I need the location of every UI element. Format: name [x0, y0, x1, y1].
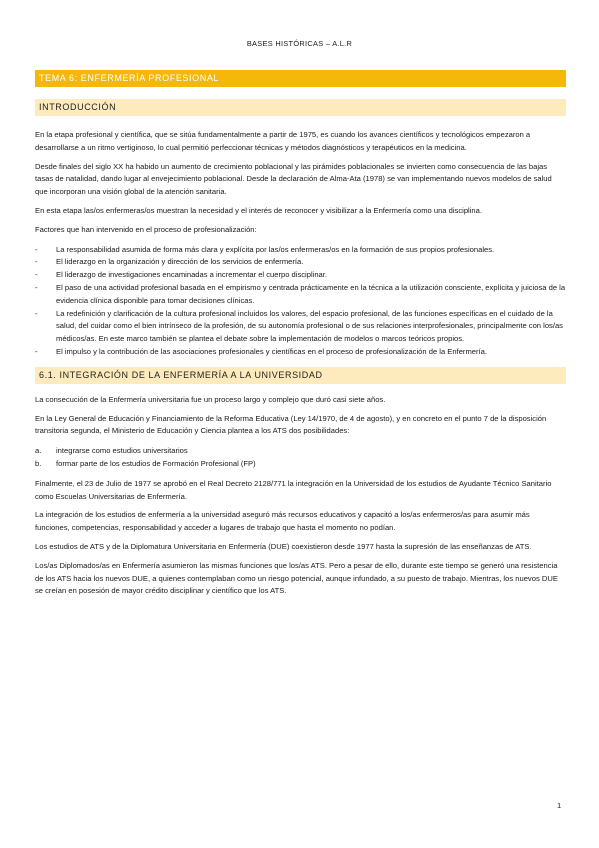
intro-paragraph: En esta etapa las/os enfermeras/os muestran la necesidad y el interés de reconocer y visibilizar a la Enfermería como una disciplina.: [35, 205, 482, 215]
dash-marker: -: [35, 308, 38, 318]
factor-text: El liderazgo en la organización y dirección de los servicios de enfermería.: [56, 257, 304, 267]
tema-title-band: TEMA 6: ENFERMERÍA PROFESIONAL: [35, 70, 566, 87]
dash-marker: -: [35, 346, 38, 356]
intro-paragraph: Desde finales del siglo XX ha habido un aumento de crecimiento poblacional y las pirámides poblacionales se invierten como consecuencia de las bajas tasas de natalidad, dando lugar al envejecimiento poblacional. Desde la declaración de Alma-Ata (1978) se van implementando nuevos modelos de salud que incorporan una visión global de la atención sanitaria.: [35, 161, 552, 197]
option-marker: a.: [35, 446, 42, 456]
factor-item: [35, 282, 566, 308]
factor-item: [35, 308, 566, 346]
section-paragraph: Los/as Diplomados/as en Enfermería asumieron las mismas funciones que los/as ATS. Pero a pesar de ello, durante este tiempo se generó una resistencia de los ATS hacia los nuevos DUE, a quienes contemplaban como un riesgo potencial, aunque infundado, a su puesto de trabajo. Mientras, los nuevos DUE se creían en posesión de mayor crédito disciplinar y científico que los ATS.: [35, 560, 558, 596]
option-marker: b.: [35, 458, 42, 468]
factor-text: La responsabilidad asumida de forma más clara y explícita por las/os enfermeras/os en la formación de sus propios profesionales.: [56, 244, 495, 254]
dash-marker: -: [35, 270, 38, 280]
factors-list: [35, 244, 566, 359]
intro-paragraph: En la etapa profesional y científica, que se sitúa fundamentalmente a partir de 1975, es cuando los avances científicos y tecnológicos empezaron a desarrollarse a un ritmo vertiginoso, lo cual permitió perfeccionar técnicas y métodos diagnósticos y terapéuticos en la medicina.: [35, 130, 531, 152]
dash-marker: -: [35, 257, 38, 267]
section-paragraph: Los estudios de ATS y de la Diplomatura Universitaria en Enfermería (DUE) coexistieron desde 1977 hasta la supresión de las enseñanzas de ATS.: [35, 541, 532, 551]
section-paragraph: Finalmente, el 23 de Julio de 1977 se aprobó en el Real Decreto 2128/771 la integración en la Universidad de los estudios de Ayudante Técnico Sanitario como Escuelas Universitarias de Enfermería.: [35, 478, 552, 501]
factor-text: El paso de una actividad profesional basada en el empirismo y centrada prácticamente en la técnica a la utilización consciente, explícita y juiciosa de la evidencia clínica disponible para tomar decisiones clínicas.: [56, 282, 566, 305]
factor-text: La redefinición y clarificación de la cultura profesional incluidos los valores, del espacio profesional, de las funciones específicas en el cuidado de la salud, del cuidar como el bien intrínseco de la profesión, de su autonomía profesional o de sus relaciones interprofesionales, principalmente con los/as médicos/as. En este marco también se plantea el debate sobre la implementación de modelos o marcos teóricos propios.: [56, 308, 563, 344]
dash-marker: -: [35, 244, 38, 254]
factor-item: [35, 346, 566, 359]
option-item: [35, 458, 566, 471]
option-text: formar parte de los estudios de Formación Profesional (FP): [56, 458, 256, 468]
factor-item: [35, 269, 566, 282]
section-paragraph: La consecución de la Enfermería universitaria fue un proceso largo y complejo que duró casi siete años.: [35, 394, 386, 404]
section-paragraph: La integración de los estudios de enfermería a la universidad aseguró más recursos educativos y capacitó a los/as enfermeros/as para asumir más funciones, competencias, responsabilidad y acceder a lugares de trabajo que hasta el momento no podían.: [35, 510, 530, 533]
section-6-1-heading-band: 6.1. INTEGRACIÓN DE LA ENFERMERÍA A LA UNIVERSIDAD: [35, 367, 566, 384]
section-paragraph: En la Ley General de Educación y Financiamiento de la Reforma Educativa (Ley 14/1970, de 4 de agosto), y en concreto en el punto 7 de la disposición transitoria segunda, el Ministerio de Educación y Ciencia plantea a los ATS dos posibilidades:: [35, 413, 547, 436]
factors-intro: Factores que han intervenido en el proceso de profesionalización:: [35, 224, 257, 234]
options-list: [35, 445, 566, 471]
option-text: integrarse como estudios universitarios: [56, 446, 188, 456]
page-number: 1: [557, 801, 562, 810]
factor-text: El liderazgo de investigaciones encaminadas a incrementar el cuerpo disciplinar.: [56, 270, 327, 280]
intro-heading-band: INTRODUCCIÓN: [35, 99, 566, 116]
factor-item: [35, 256, 566, 269]
factor-item: [35, 244, 566, 257]
dash-marker: -: [35, 282, 38, 292]
option-item: [35, 445, 566, 458]
page-content: [35, 70, 566, 598]
factor-text: El impulso y la contribución de las asociaciones profesionales y científicas en el proceso de profesionalización de la Enfermería.: [56, 346, 487, 356]
page-header: BASES HISTÓRICAS – A.L.R: [246, 39, 353, 48]
